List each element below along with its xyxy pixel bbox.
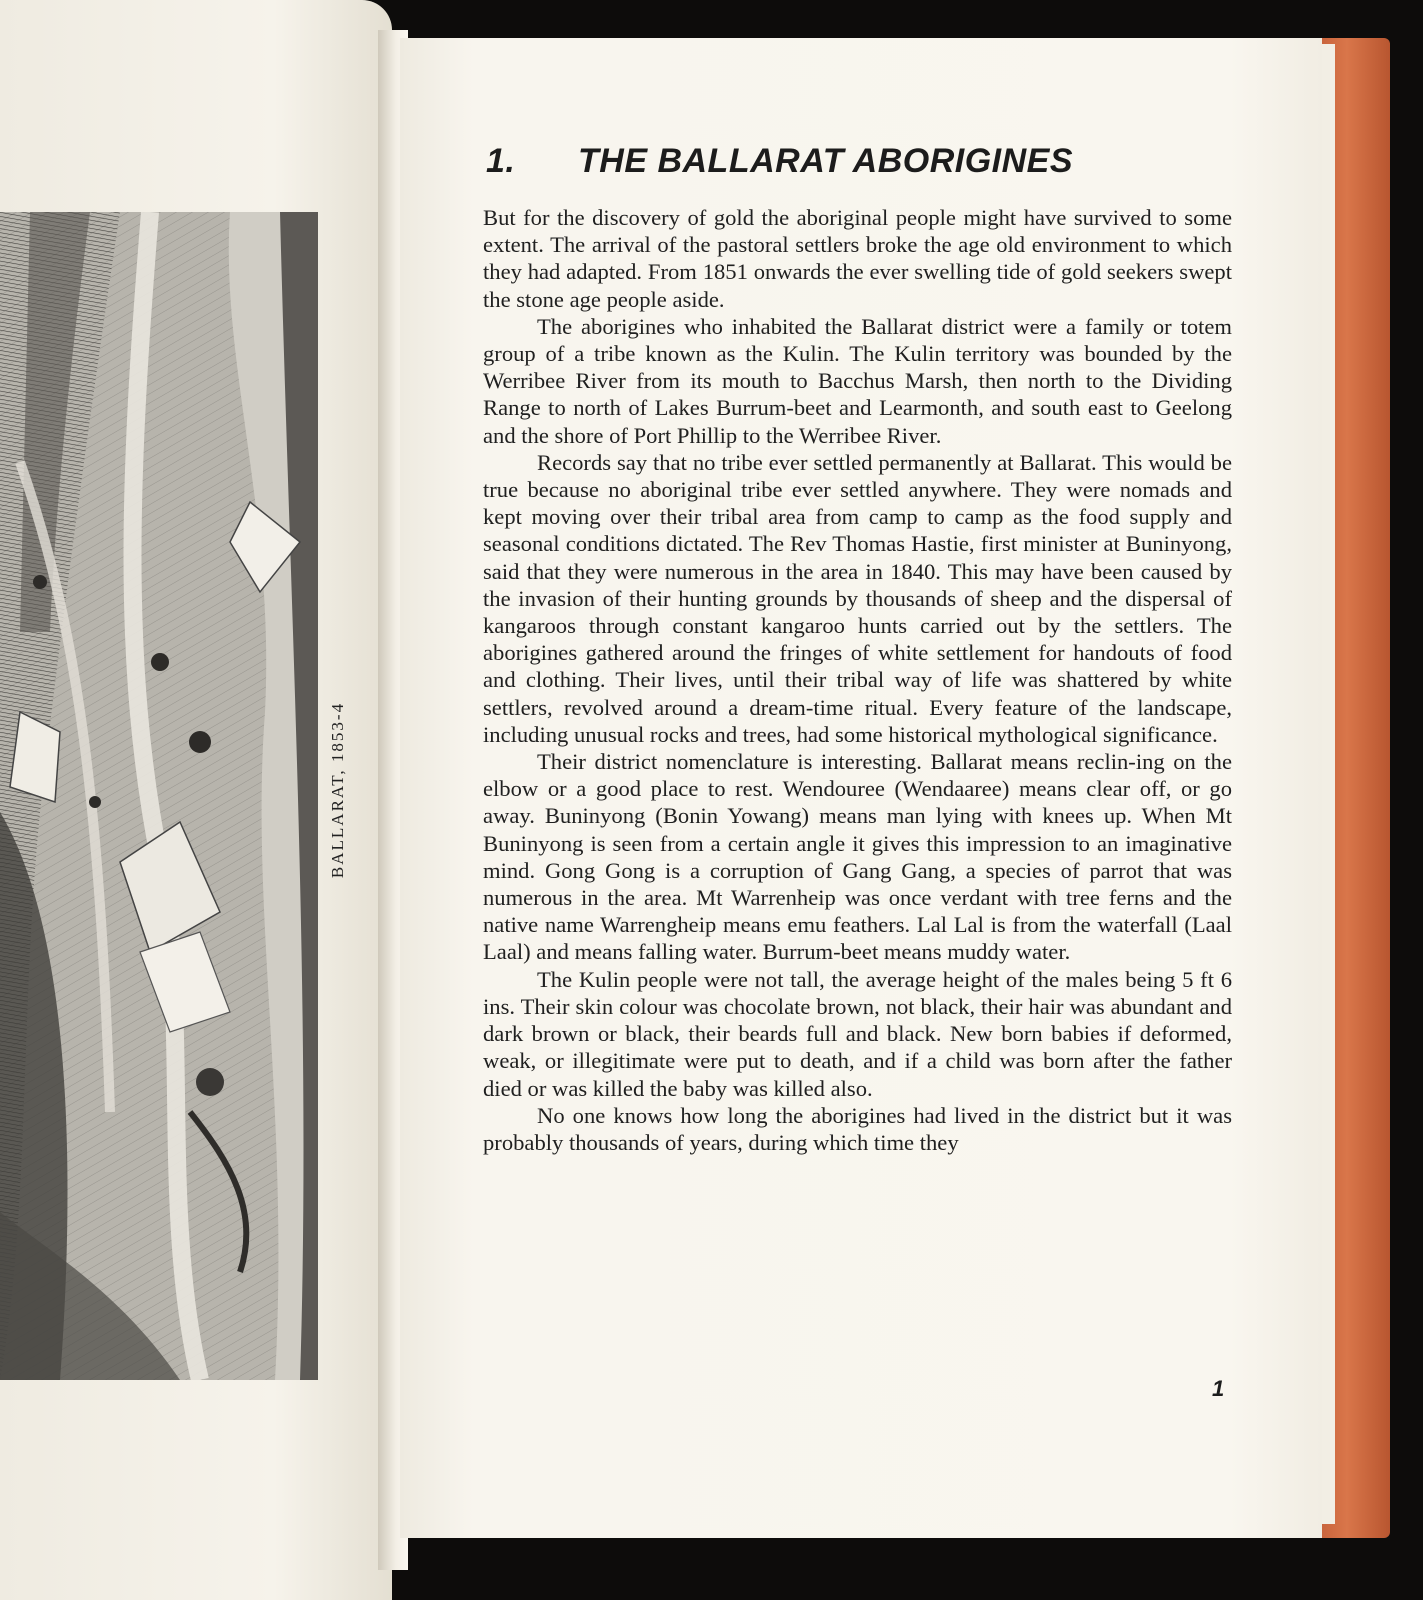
ballarat-engraving-illustration <box>0 212 318 1380</box>
left-page <box>0 0 392 1600</box>
chapter-heading <box>486 142 1246 181</box>
illustration-caption: BALLARAT, 1853-4 <box>328 701 347 879</box>
paragraph: No one knows how long the aborigines had lived in the district but it was probably thousands of years, during which time they <box>483 1102 1232 1155</box>
paragraph: Their district nomenclature is interesting. Ballarat means reclin-ing on the elbow or a good place to rest. Wendouree (Wendaaree) means clear off, or go away. Buninyong (Bonin Yowang) means man lying with knees up. When Mt Buninyong is seen from a certain angle it gives this impression to an imaginative mind. Gong Gong is a corruption of Gang Gang, a species of parrot that was numerous in the area. Mt Warrenheip was once verdant with tree ferns and the native name Warrengheip means emu feathers. Lal Lal is from the waterfall (Laal Laal) and means falling water. Burrum-beet means muddy water. <box>483 749 1232 965</box>
paragraph: But for the discovery of gold the aboriginal people might have survived to some extent. The arrival of the pastoral settlers broke the age old environment to which they had adapted. From 1851 onwards the ever swelling tide of gold seekers swept the stone age people aside. <box>483 205 1232 312</box>
chapter-title: THE BALLARAT ABORIGINES <box>578 142 1074 180</box>
chapter-body <box>483 204 1232 1156</box>
paragraph: The aborigines who inhabited the Ballarat district were a family or totem group of a tribe known as the Kulin. The Kulin territory was bounded by the Werribee River from its mouth to Bacchus Marsh, then north to the Dividing Range to north of Lakes Burrum-beet and Learmonth, and south east to Geelong and the shore of Port Phillip to the Werribee River. <box>483 313 1232 448</box>
paragraph: Records say that no tribe ever settled permanently at Ballarat. This would be true because no aboriginal tribe ever settled anywhere. They were nomads and kept moving over their tribal area from camp to camp as the food supply and seasonal conditions dictated. The Rev Thomas Hastie, first minister at Buninyong, said that they were numerous in the area in 1840. This may have been caused by the invasion of their hunting grounds by thousands of sheep and the dispersal of kangaroos through constant kangaroo hunts carried out by the settlers. The aborigines gathered around the fringes of white settlement for handouts of food and clothing. Their lives, until their tribal way of life was shattered by white settlers, revolved around a dream-time ritual. Every feature of the landscape, including unusual rocks and trees, had some historical mythological significance. <box>483 449 1232 747</box>
page-number: 1 <box>1212 1376 1225 1401</box>
paragraph: The Kulin people were not tall, the average height of the males being 5 ft 6 ins. Their skin colour was chocolate brown, not black, their hair was abundant and dark brown or black, their beards full and black. New born babies if deformed, weak, or illegitimate were put to death, and if a child was born after the father died or was killed the baby was killed also. <box>483 966 1232 1101</box>
chapter-number: 1. <box>486 142 516 180</box>
